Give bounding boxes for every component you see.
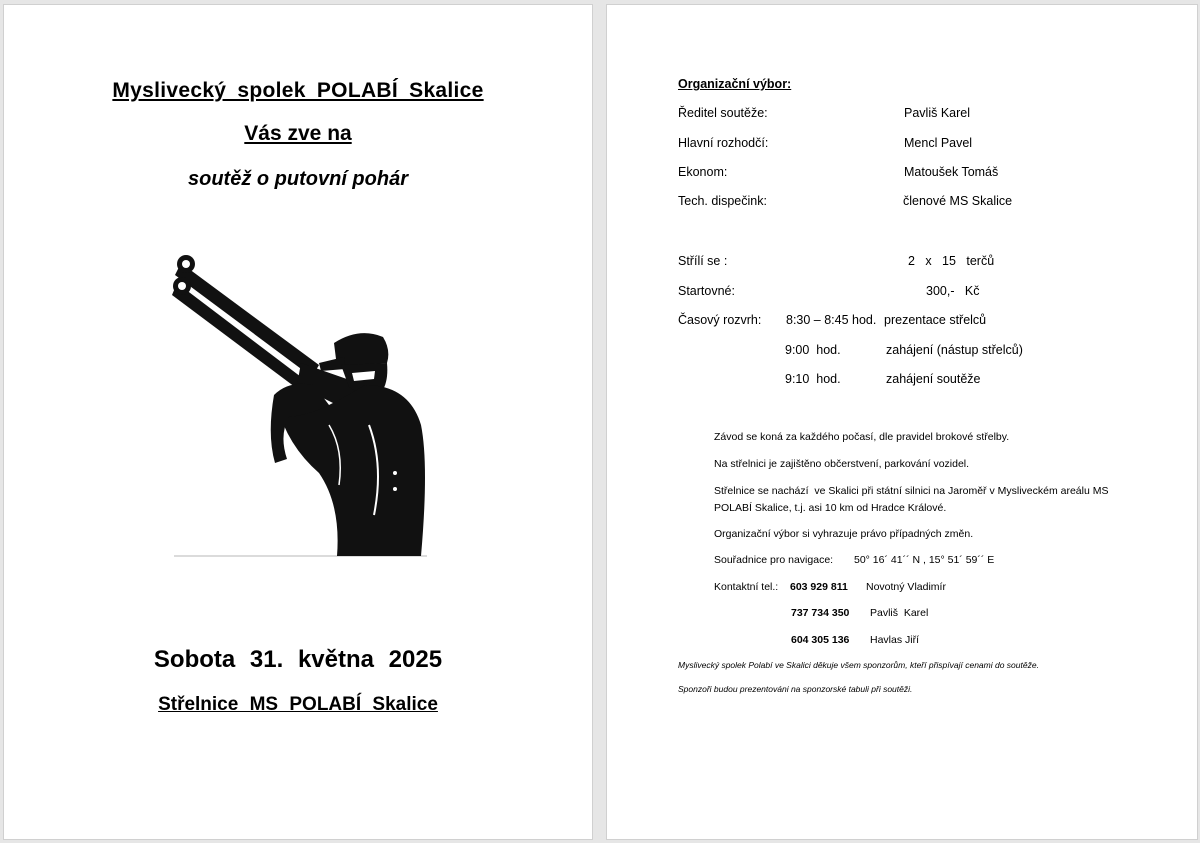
schedule-event: prezentace střelců (884, 313, 987, 327)
committee-name: členové MS Skalice (903, 194, 1013, 208)
sponsor-note: Sponzoři budou prezentováni na sponzorské tabuli při soutěži. (678, 684, 913, 694)
club-title: Myslivecký spolek POLABÍ Skalice (112, 79, 484, 102)
committee-role: Tech. dispečink: (678, 194, 767, 208)
contact-name: Havlas Jiří (870, 634, 920, 646)
page-right (606, 4, 1198, 840)
competition-line: soutěž o putovní pohár (188, 168, 408, 190)
committee-name: Pavliš Karel (904, 106, 970, 120)
schedule-event: zahájení (nástup střelců) (886, 343, 1023, 357)
committee-role: Ředitel soutěže: (678, 106, 768, 120)
contact-name: Novotný Vladimír (866, 581, 946, 593)
info-line: Na střelnici je zajištěno občerstvení, parkování vozidel. (714, 458, 970, 470)
invite-line: Vás zve na (244, 122, 352, 145)
shoots-label: Střílí se : (678, 254, 728, 268)
page-left (3, 4, 593, 840)
info-line: Střelnice se nachází ve Skalici při státní silnici na Jaroměř v Mysliveckém areálu MS (714, 485, 1109, 497)
committee-role: Ekonom: (678, 165, 728, 179)
fee-value: 300,- Kč (926, 284, 980, 298)
committee-heading: Organizační výbor: (678, 77, 792, 91)
fee-label: Startovné: (678, 284, 735, 298)
contact-phone: 603 929 811 (790, 581, 848, 593)
coords-label: Souřadnice pro navigace: (714, 554, 834, 566)
committee-name: Matoušek Tomáš (904, 165, 999, 179)
contact-phone: 737 734 350 (791, 607, 850, 619)
schedule-label: Časový rozvrh: (678, 313, 762, 327)
committee-role: Hlavní rozhodčí: (678, 136, 769, 150)
contact-label: Kontaktní tel.: (714, 581, 779, 593)
info-line: Závod se koná za každého počasí, dle pravidel brokové střelby. (714, 431, 1010, 443)
coords-value: 50° 16´ 41´´ N , 15° 51´ 59´´ E (854, 554, 995, 566)
info-line: Organizační výbor si vyhrazuje právo případných změn. (714, 528, 974, 540)
clay-shooter-silhouette-icon (169, 245, 434, 563)
event-date: Sobota 31. května 2025 (153, 646, 443, 673)
contact-name: Pavliš Karel (870, 607, 929, 619)
schedule-event: zahájení soutěže (886, 372, 981, 386)
sponsor-thanks: Myslivecký spolek Polabí ve Skalici děkuje všem sponzorům, kteří přispívají cenami do soutěže. (678, 660, 1039, 670)
schedule-time: 9:00 hod. (785, 343, 841, 357)
committee-name: Mencl Pavel (904, 136, 973, 150)
info-line: POLABÍ Skalice, t.j. asi 10 km od Hradce Králové. (714, 502, 947, 514)
schedule-time: 9:10 hod. (785, 372, 841, 386)
shoots-value: 2 x 15 terčů (908, 254, 995, 268)
contact-phone: 604 305 136 (791, 634, 850, 646)
event-venue: Střelnice MS POLABÍ Skalice (158, 694, 438, 715)
schedule-time: 8:30 – 8:45 hod. (786, 313, 877, 327)
